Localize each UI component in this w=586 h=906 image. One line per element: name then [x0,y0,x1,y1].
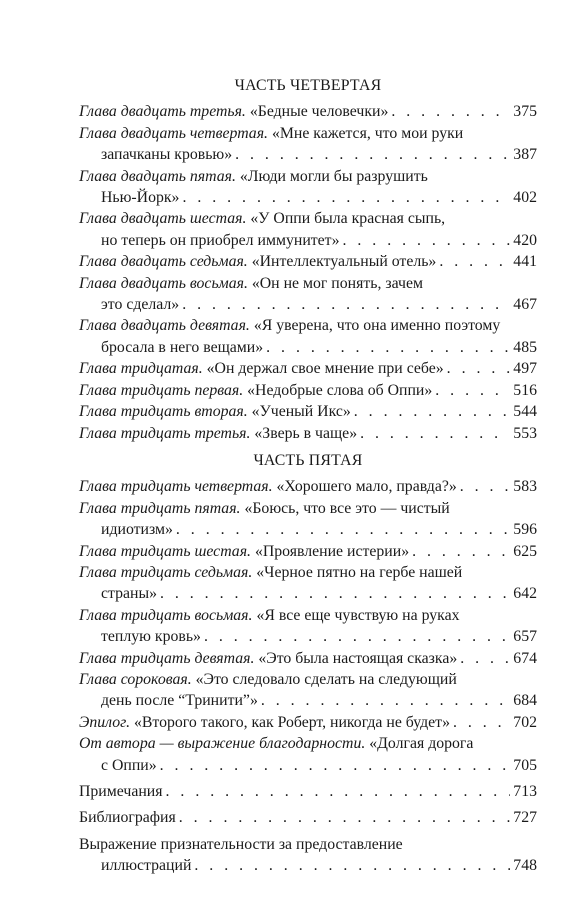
dot-leader [391,101,510,122]
chapter-title: «Второго такого, как Роберт, никогда не будет» [133,713,450,731]
page-number: 727 [513,809,537,827]
chapter-label: Глава двадцать шестая. [79,210,247,228]
toc-entry [79,733,537,776]
chapter-title-cont: запачканы кровью» [101,146,233,164]
dot-leader [460,476,511,497]
dot-leader [261,690,510,711]
page-number: 684 [513,692,537,710]
toc-entry-illustrations [79,834,537,877]
page-number: 748 [513,857,537,875]
dot-leader [439,251,510,272]
chapter-title: «Он держал свое мнение при себе» [206,360,444,378]
chapter-title: «Ученый Икс» [251,403,351,421]
page-number: 553 [513,424,537,442]
dot-leader [182,187,510,208]
chapter-title: «Бедные человечки» [249,103,389,121]
page-number: 674 [513,649,537,667]
table-of-contents [79,75,537,877]
back-matter-title: Выражение признательности за предоставление [79,835,403,853]
toc-entry [79,476,537,497]
page-number: 387 [513,146,537,164]
page-number: 657 [513,628,537,646]
back-matter-title: Примечания [79,783,163,800]
dot-leader [453,712,510,733]
page-number: 702 [513,713,537,731]
chapter-label: Глава тридцать первая. [79,381,244,399]
chapter-title: «У Оппи была красная сыпь, [250,210,446,228]
page-number: 596 [513,521,537,539]
dot-leader [447,358,511,379]
chapter-title-cont: Нью-Йорк» [101,189,180,207]
back-matter-title: Библиография [79,809,176,827]
chapter-title-cont: теплую кровь» [101,628,201,646]
toc-entry [79,712,537,733]
chapter-title: «Долгая дорога [369,735,474,753]
dot-leader [343,230,511,251]
dot-leader [235,144,510,165]
toc-entry [79,123,537,166]
page-number: 497 [513,360,537,378]
dot-leader [435,380,510,401]
chapter-title: «Интеллектуальный отель» [251,253,437,271]
chapter-label: Глава тридцать третья. [79,424,251,442]
dot-leader [360,423,510,444]
chapter-label: Глава тридцать вторая. [79,403,248,421]
chapter-label: Глава двадцать четвертая. [79,124,268,142]
chapter-label: Глава двадцать девятая. [79,317,250,335]
chapter-title: «Он не мог понять, зачем [251,274,423,292]
chapter-title-cont: с Оппи» [101,756,157,774]
back-matter-title-cont: иллюстраций [101,857,192,875]
page-number: 516 [513,381,537,399]
chapter-label: Глава двадцать восьмая. [79,274,248,292]
toc-entry [79,208,537,251]
chapter-label: Эпилог. [79,713,131,731]
dot-leader [179,807,511,828]
page-number: 375 [513,103,537,121]
toc-entry [79,315,537,358]
chapter-title: «Люди могли бы разрушить [239,167,428,185]
page-number: 642 [513,585,537,603]
chapter-title: «Я уверена, что она именно поэтому [253,317,501,335]
page-number: 485 [513,338,537,356]
toc-entry [79,648,537,669]
page-number: 625 [513,542,537,560]
page-number: 420 [513,231,537,249]
chapter-label: Глава двадцать пятая. [79,167,236,185]
chapter-label: Глава тридцать шестая. [79,542,251,560]
toc-entry [79,498,537,541]
dot-leader [354,401,511,422]
toc-entry-notes [79,781,537,802]
dot-leader [204,626,510,647]
dot-leader [166,781,511,802]
dot-leader [160,755,511,776]
page-number: 583 [513,478,537,496]
chapter-label: От автора — выражение благодарности. [79,735,366,753]
chapter-label: Глава тридцать пятая. [79,499,241,517]
chapter-title: «Проявление истерии» [254,542,410,560]
chapter-title-cont: бросала в него вещами» [101,338,264,356]
chapter-title: «Это следовало сделать на следующий [195,670,457,688]
toc-entry [79,101,537,122]
chapter-title-cont: идиотизм» [101,521,173,539]
chapter-label: Глава тридцать четвертая. [79,478,273,496]
chapter-label: Глава двадцать третья. [79,103,246,121]
part-four-title: ЧАСТЬ ЧЕТВЕРТАЯ [234,77,382,94]
toc-entry [79,669,537,712]
dot-leader [266,337,510,358]
toc-entry [79,358,537,379]
chapter-title: «Боюсь, что все это — чистый [244,499,450,517]
dot-leader [412,541,510,562]
toc-entry [79,541,537,562]
chapter-title-cont: но теперь он приобрел иммунитет» [101,231,340,249]
toc-entry [79,166,537,209]
chapter-title: «Зверь в чаще» [254,424,358,442]
chapter-title: «Мне кажется, что мои руки [271,124,464,142]
chapter-label: Глава двадцать седьмая. [79,253,248,271]
part-five-title: ЧАСТЬ ПЯТАЯ [253,451,363,469]
chapter-title-cont: это сделал» [101,296,180,314]
chapter-label: Глава тридцать восьмая. [79,606,253,624]
chapter-label: Глава сороковая. [79,670,192,688]
chapter-label: Глава тридцатая. [79,360,203,378]
toc-entry [79,401,537,422]
dot-leader [176,519,510,540]
chapter-title: «Это была настоящая сказка» [258,649,458,667]
page-number: 402 [513,189,537,207]
toc-entry [79,423,537,444]
chapter-title: «Черное пятно на гербе нашей [256,563,463,581]
page-number: 467 [513,296,537,314]
page-number: 705 [513,756,537,774]
page-number: 713 [513,783,537,800]
chapter-title-cont: страны» [101,585,157,603]
toc-entry [79,273,537,316]
chapter-label: Глава тридцать седьмая. [79,563,253,581]
dot-leader [194,855,510,876]
chapter-title: «Я все еще чувствую на руках [256,606,460,624]
chapter-title: «Недобрые слова об Оппи» [247,381,433,399]
dot-leader [182,294,510,315]
toc-entry-bibliography [79,807,537,828]
chapter-title: «Хорошего мало, правда?» [276,478,457,496]
page-number: 441 [513,253,537,271]
chapter-label: Глава тридцать девятая. [79,649,255,667]
dot-leader [460,648,510,669]
toc-entry [79,380,537,401]
toc-entry [79,605,537,648]
page-number: 544 [513,403,537,421]
dot-leader [160,583,510,604]
toc-entry [79,562,537,605]
chapter-title-cont: день после “Тринити”» [101,692,258,710]
toc-entry [79,251,537,272]
